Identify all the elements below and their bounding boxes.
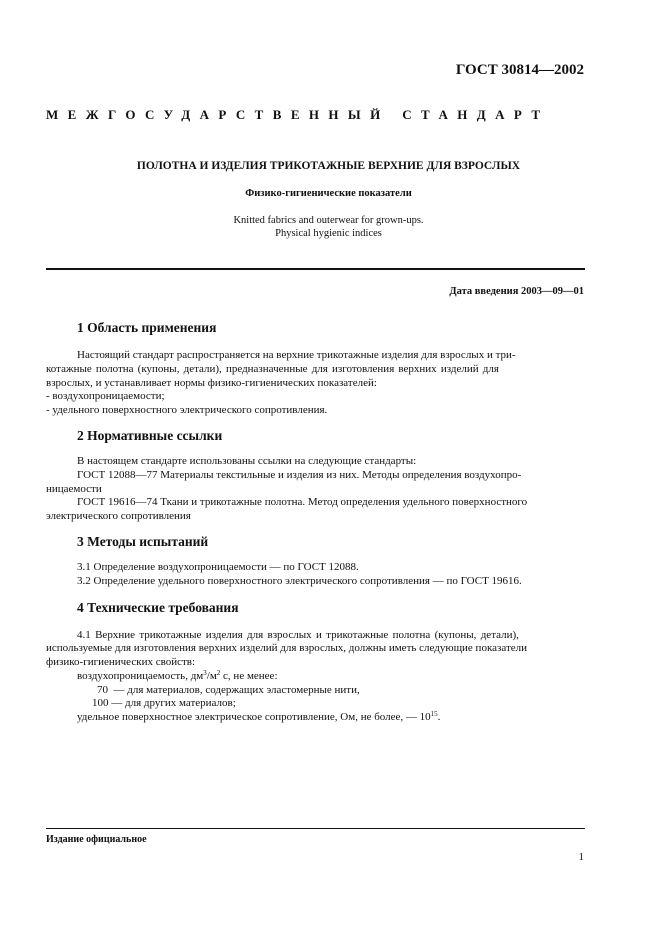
english-title-line-2: Physical hygienic indices bbox=[275, 228, 382, 239]
official-edition-label: Издание официальное bbox=[46, 834, 147, 845]
air-permeability-requirement bbox=[77, 670, 278, 684]
section-1-line-1: Настоящий стандарт распространяется на верхние трикотажные изделия для взрослых и три- bbox=[77, 349, 516, 361]
section-3-item-1: 3.1 Определение воздухопроницаемости — по ГОСТ 12088. bbox=[77, 561, 359, 573]
section-3-heading: 3 Методы испытаний bbox=[77, 534, 209, 549]
section-4-line-1: 4.1 Верхние трикотажные изделия для взрослых и трикотажные полотна (купоны, детали), bbox=[77, 629, 519, 641]
english-title-line-1: Knitted fabrics and outerwear for grown-ups. bbox=[233, 215, 424, 226]
resistance-exponent: 15 bbox=[430, 710, 438, 718]
standard-type-banner: МЕЖГОСУДАРСТВЕННЫЙ СТАНДАРТ bbox=[46, 107, 550, 122]
section-2-intro: В настоящем стандарте использованы ссылки на следующие стандарты: bbox=[77, 455, 417, 467]
resistance-suffix: . bbox=[437, 711, 441, 723]
english-title bbox=[46, 214, 611, 240]
section-4-heading: 4 Технические требования bbox=[77, 600, 239, 615]
air-permeability-value-1: 70 — для материалов, содержащих эластомерные нити, bbox=[97, 684, 360, 696]
page-number: 1 bbox=[578, 851, 584, 863]
reference-1-line-2: ницаемости bbox=[46, 483, 102, 495]
section-3-item-2: 3.2 Определение удельного поверхностного электрического сопротивления — по ГОСТ 19616. bbox=[77, 575, 522, 587]
reference-1-line-1: ГОСТ 12088—77 Материалы текстильные и изделия из них. Методы определения воздухопро- bbox=[77, 469, 522, 481]
air-permeability-suffix: с, не менее: bbox=[220, 670, 278, 682]
section-4-line-2: используемые для изготовления верхних изделий для взрослых, должны иметь следующие показатели bbox=[46, 642, 528, 654]
air-unit-exponent-1: 3 bbox=[203, 669, 207, 677]
section-2-heading: 2 Нормативные ссылки bbox=[77, 428, 223, 443]
air-permeability-prefix: воздухопроницаемость, дм bbox=[77, 670, 204, 682]
air-unit-exponent-2: 2 bbox=[216, 669, 221, 677]
section-1-list-item-1: - воздухопроницаемости; bbox=[46, 390, 165, 402]
document-subtitle: Физико-гигиенические показатели bbox=[245, 188, 412, 199]
air-unit-mid: /м bbox=[206, 670, 217, 682]
resistance-prefix: удельное поверхностное электрическое сопротивление, Ом, не более, — 10 bbox=[77, 711, 431, 723]
document-title: ПОЛОТНА И ИЗДЕЛИЯ ТРИКОТАЖНЫЕ ВЕРХНИЕ ДЛЯ ВЗРОСЛЫХ bbox=[136, 160, 521, 172]
reference-2-line-2: электрического сопротивления bbox=[46, 510, 191, 522]
section-1-line-2: котажные полотна (купоны, детали), предназначенные для изготовления верхних изделий для bbox=[46, 363, 499, 375]
section-4-line-3: физико-гигиенических свойств: bbox=[46, 656, 196, 668]
section-1-list-item-2: - удельного поверхностного электрического сопротивления. bbox=[46, 404, 328, 416]
introduction-date: Дата введения 2003—09—01 bbox=[449, 286, 584, 297]
standard-number: ГОСТ 30814—2002 bbox=[455, 62, 584, 78]
reference-2-line-1: ГОСТ 19616—74 Ткани и трикотажные полотна. Метод определения удельного поверхностного bbox=[77, 496, 528, 508]
header-divider bbox=[46, 268, 585, 270]
section-1-heading: 1 Область применения bbox=[77, 320, 217, 335]
air-permeability-value-2: 100 — для других материалов; bbox=[92, 697, 236, 709]
footer-divider bbox=[46, 828, 585, 829]
section-1-line-3: взрослых, и устанавливает нормы физико-гигиенических показателей: bbox=[46, 377, 377, 389]
resistance-requirement bbox=[77, 711, 440, 725]
